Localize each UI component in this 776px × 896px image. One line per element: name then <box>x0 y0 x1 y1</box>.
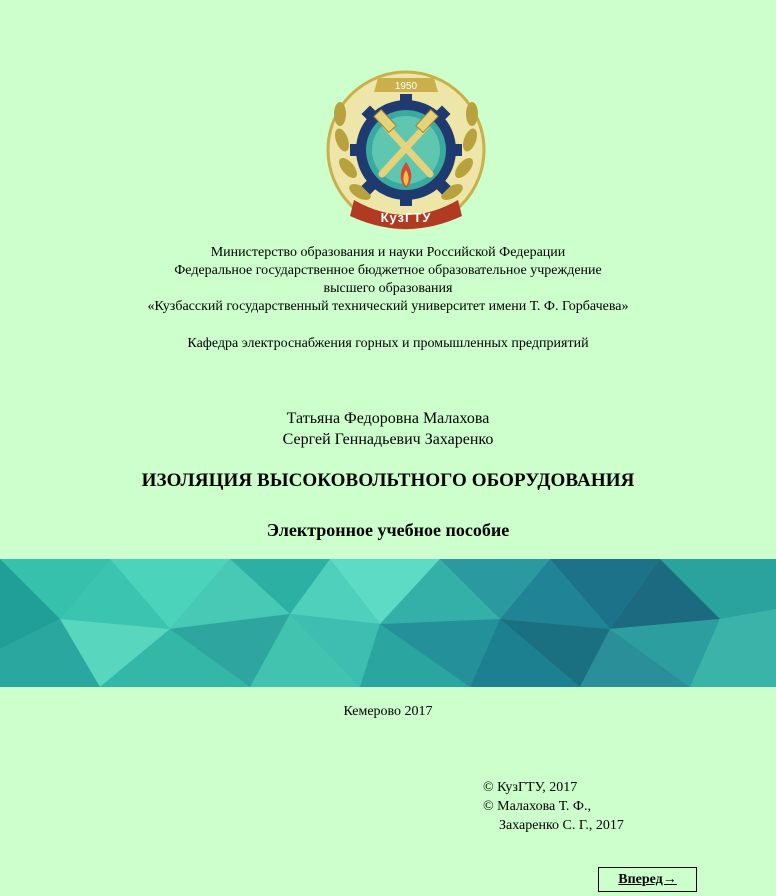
institution-block <box>0 244 776 316</box>
department: Кафедра электроснабжения горных и промышленных предприятий <box>187 336 589 351</box>
institution-line-2: Федеральное государственное бюджетное образовательное учреждение <box>174 263 602 278</box>
institution-line-3: высшего образования <box>323 281 453 296</box>
author-1: Татьяна Федоровна Малахова <box>286 410 490 427</box>
logo-year: 1950 <box>394 81 418 92</box>
kuzgtu-emblem-icon <box>320 70 492 236</box>
book-subtitle: Электронное учебное пособие <box>266 520 510 540</box>
author-2: Сергей Геннадьевич Захаренко <box>282 431 494 448</box>
decorative-banner <box>0 559 776 687</box>
copyright-line-2: © Малахова Т. Ф., <box>483 799 591 814</box>
institution-line-1: Министерство образования и науки Российской Федерации <box>210 245 566 260</box>
copyright-block <box>483 778 624 835</box>
city-year: Кемерово 2017 <box>343 704 433 719</box>
copyright-line-1: © КузГТУ, 2017 <box>483 780 578 795</box>
next-button[interactable] <box>598 867 697 892</box>
book-title: ИЗОЛЯЦИЯ ВЫСОКОВОЛЬТНОГО ОБОРУДОВАНИЯ <box>141 470 635 491</box>
authors-block <box>0 408 776 450</box>
logo-ribbon-text: КузГТУ <box>380 210 432 225</box>
institution-line-4: «Кузбасский государственный технический университет имени Т. Ф. Горбачева» <box>147 299 629 314</box>
copyright-line-3: Захаренко С. Г., 2017 <box>499 818 624 833</box>
next-button-label: Вперед→ <box>618 871 677 887</box>
